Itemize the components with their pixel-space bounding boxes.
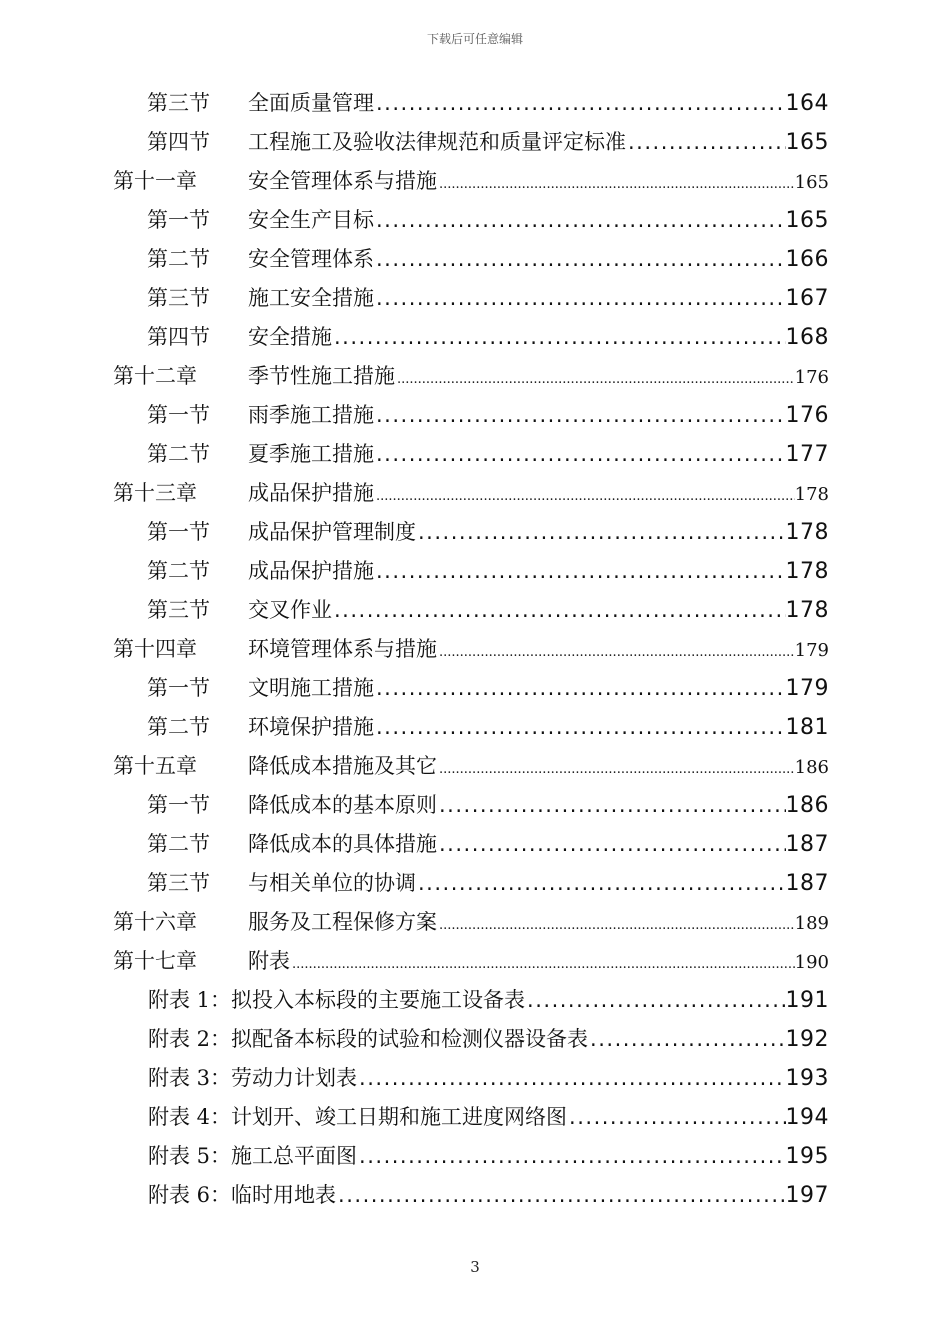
- dot-leader: [439, 918, 795, 933]
- dot-leader: [376, 403, 786, 427]
- dot-leader: [376, 676, 786, 700]
- toc-entry[interactable]: [0, 81, 950, 120]
- toc-page-number: 178: [785, 520, 829, 545]
- toc-page-number: 191: [785, 988, 829, 1013]
- toc-leader-line: [248, 594, 829, 624]
- dot-leader: [527, 988, 785, 1012]
- chapter-number: 第十四章: [113, 637, 197, 661]
- toc-leader-line: [248, 87, 829, 117]
- toc-entry-title: 交叉作业: [248, 598, 332, 622]
- toc-entry-title: 成品保护管理制度: [248, 520, 416, 544]
- dot-leader: [439, 177, 795, 192]
- toc-page-number: 179: [785, 676, 829, 701]
- toc-leader-line: [148, 1023, 829, 1053]
- toc-leader-line: [248, 906, 829, 936]
- toc-page-number: 187: [785, 871, 829, 896]
- toc-entry[interactable]: [0, 471, 950, 510]
- toc-entry-title: 附表 1：拟投入本标段的主要施工设备表: [148, 988, 526, 1012]
- dot-leader: [359, 1144, 785, 1168]
- toc-leader-line: [248, 672, 829, 702]
- toc-entry-title: 季节性施工措施: [248, 364, 395, 388]
- dot-leader: [376, 286, 786, 310]
- toc-page-number: 187: [785, 832, 829, 857]
- dot-leader: [376, 247, 786, 271]
- toc-entry[interactable]: [0, 1173, 950, 1212]
- dot-leader: [439, 762, 795, 777]
- toc-leader-line: [248, 477, 829, 507]
- toc-page-number: 189: [794, 913, 829, 934]
- dot-leader: [376, 208, 786, 232]
- toc-leader-line: [248, 945, 829, 975]
- toc-leader-line: [248, 165, 829, 195]
- toc-entry[interactable]: [0, 744, 950, 783]
- toc-entry[interactable]: [0, 588, 950, 627]
- toc-leader-line: [248, 555, 829, 585]
- toc-entry[interactable]: [0, 198, 950, 237]
- toc-leader-line: [248, 633, 829, 663]
- chapter-number: 第十三章: [113, 481, 197, 505]
- toc-leader-line: [148, 1062, 829, 1092]
- toc-entry[interactable]: [0, 120, 950, 159]
- dot-leader: [590, 1027, 785, 1051]
- dot-leader: [569, 1105, 785, 1129]
- chapter-number: 第十六章: [113, 910, 197, 934]
- section-number: 第一节: [147, 403, 210, 427]
- toc-page-number: 190: [794, 952, 829, 973]
- dot-leader: [376, 91, 786, 115]
- toc-entry[interactable]: [0, 1056, 950, 1095]
- chapter-number: 第十一章: [113, 169, 197, 193]
- chapter-number: 第十二章: [113, 364, 197, 388]
- toc-entry-title: 工程施工及验收法律规范和质量评定标准: [248, 130, 626, 154]
- dot-leader: [292, 957, 795, 972]
- toc-entry-title: 服务及工程保修方案: [248, 910, 437, 934]
- toc-entry-title: 附表: [248, 949, 290, 973]
- toc-leader-line: [248, 282, 829, 312]
- toc-entry[interactable]: [0, 393, 950, 432]
- toc-page-number: 178: [794, 484, 829, 505]
- table-of-contents: [0, 81, 950, 1212]
- toc-entry-title: 降低成本的具体措施: [248, 832, 437, 856]
- toc-leader-line: [248, 516, 829, 546]
- dot-leader: [376, 489, 795, 504]
- section-number: 第三节: [147, 598, 210, 622]
- toc-page-number: 195: [785, 1144, 829, 1169]
- dot-leader: [439, 645, 795, 660]
- toc-page-number: 186: [785, 793, 829, 818]
- toc-leader-line: [248, 750, 829, 780]
- toc-entry-title: 附表 4：计划开、竣工日期和施工进度网络图: [148, 1105, 568, 1129]
- toc-entry-title: 施工安全措施: [248, 286, 374, 310]
- toc-page-number: 178: [785, 598, 829, 623]
- toc-entry-title: 环境管理体系与措施: [248, 637, 437, 661]
- section-number: 第四节: [147, 325, 210, 349]
- toc-entry-title: 附表 3：劳动力计划表: [148, 1066, 358, 1090]
- toc-entry-title: 安全措施: [248, 325, 332, 349]
- toc-entry[interactable]: [0, 159, 950, 198]
- dot-leader: [359, 1066, 785, 1090]
- toc-page-number: 165: [785, 208, 829, 233]
- section-number: 第三节: [147, 871, 210, 895]
- toc-entry-title: 附表 2：拟配备本标段的试验和检测仪器设备表: [148, 1027, 589, 1051]
- toc-entry-title: 文明施工措施: [248, 676, 374, 700]
- toc-leader-line: [148, 984, 829, 1014]
- toc-leader-line: [248, 321, 829, 351]
- toc-leader-line: [148, 1140, 829, 1170]
- toc-entry-title: 成品保护措施: [248, 481, 374, 505]
- page-header: 下载后可任意编辑: [426, 32, 523, 46]
- section-number: 第二节: [147, 247, 210, 271]
- toc-leader-line: [248, 438, 829, 468]
- section-number: 第一节: [147, 208, 210, 232]
- toc-page-number: 186: [794, 757, 829, 778]
- toc-page-number: 165: [785, 130, 829, 155]
- toc-entry-title: 安全管理体系与措施: [248, 169, 437, 193]
- toc-page-number: 167: [785, 286, 829, 311]
- dot-leader: [418, 520, 786, 544]
- toc-entry[interactable]: [0, 705, 950, 744]
- toc-leader-line: [148, 1179, 829, 1209]
- toc-page-number: 179: [794, 640, 829, 661]
- toc-entry[interactable]: [0, 1095, 950, 1134]
- toc-page-number: 166: [785, 247, 829, 272]
- dot-leader: [439, 832, 786, 856]
- toc-entry[interactable]: [0, 861, 950, 900]
- section-number: 第一节: [147, 520, 210, 544]
- toc-entry-title: 附表 5：施工总平面图: [148, 1144, 358, 1168]
- dot-leader: [376, 442, 786, 466]
- dot-leader: [334, 598, 786, 622]
- toc-entry-title: 夏季施工措施: [248, 442, 374, 466]
- toc-leader-line: [248, 126, 829, 156]
- section-number: 第一节: [147, 676, 210, 700]
- toc-entry[interactable]: [0, 510, 950, 549]
- toc-leader-line: [248, 828, 829, 858]
- section-number: 第三节: [147, 91, 210, 115]
- toc-entry-title: 全面质量管理: [248, 91, 374, 115]
- dot-leader: [439, 793, 786, 817]
- dot-leader: [376, 559, 786, 583]
- chapter-number: 第十五章: [113, 754, 197, 778]
- toc-entry[interactable]: [0, 939, 950, 978]
- toc-entry[interactable]: [0, 666, 950, 705]
- toc-entry[interactable]: [0, 354, 950, 393]
- toc-page-number: 194: [785, 1105, 829, 1130]
- section-number: 第二节: [147, 715, 210, 739]
- toc-entry[interactable]: [0, 315, 950, 354]
- toc-entry[interactable]: [0, 1017, 950, 1056]
- toc-entry[interactable]: [0, 627, 950, 666]
- dot-leader: [334, 325, 786, 349]
- chapter-number: 第十七章: [113, 949, 197, 973]
- section-number: 第二节: [147, 559, 210, 583]
- toc-entry[interactable]: [0, 783, 950, 822]
- toc-entry-title: 附表 6：临时用地表: [148, 1183, 337, 1207]
- toc-page-number: 176: [794, 367, 829, 388]
- toc-leader-line: [248, 243, 829, 273]
- toc-entry[interactable]: [0, 237, 950, 276]
- toc-entry-title: 安全管理体系: [248, 247, 374, 271]
- toc-entry[interactable]: [0, 900, 950, 939]
- toc-entry-title: 成品保护措施: [248, 559, 374, 583]
- toc-page-number: 177: [785, 442, 829, 467]
- toc-page-number: 178: [785, 559, 829, 584]
- toc-leader-line: [248, 711, 829, 741]
- toc-entry-title: 雨季施工措施: [248, 403, 374, 427]
- toc-entry-title: 环境保护措施: [248, 715, 374, 739]
- dot-leader: [338, 1183, 785, 1207]
- toc-leader-line: [148, 1101, 829, 1131]
- toc-page-number: 181: [785, 715, 829, 740]
- toc-entry-title: 安全生产目标: [248, 208, 374, 232]
- toc-page-number: 192: [785, 1027, 829, 1052]
- toc-entry[interactable]: [0, 276, 950, 315]
- dot-leader: [376, 715, 786, 739]
- page-number: 3: [470, 1258, 480, 1276]
- toc-page-number: 197: [785, 1183, 829, 1208]
- toc-entry-title: 降低成本的基本原则: [248, 793, 437, 817]
- section-number: 第二节: [147, 832, 210, 856]
- toc-entry[interactable]: [0, 978, 950, 1017]
- section-number: 第三节: [147, 286, 210, 310]
- section-number: 第四节: [147, 130, 210, 154]
- toc-entry[interactable]: [0, 822, 950, 861]
- section-number: 第一节: [147, 793, 210, 817]
- toc-page-number: 176: [785, 403, 829, 428]
- toc-page-number: 165: [794, 172, 829, 193]
- toc-leader-line: [248, 399, 829, 429]
- toc-page-number: 168: [785, 325, 829, 350]
- toc-page-number: 193: [785, 1066, 829, 1091]
- toc-leader-line: [248, 867, 829, 897]
- dot-leader: [418, 871, 786, 895]
- toc-leader-line: [248, 360, 829, 390]
- dot-leader: [628, 130, 786, 154]
- toc-entry[interactable]: [0, 549, 950, 588]
- toc-leader-line: [248, 789, 829, 819]
- toc-entry-title: 降低成本措施及其它: [248, 754, 437, 778]
- toc-page-number: 164: [785, 91, 829, 116]
- toc-entry-title: 与相关单位的协调: [248, 871, 416, 895]
- toc-entry[interactable]: [0, 432, 950, 471]
- toc-leader-line: [248, 204, 829, 234]
- section-number: 第二节: [147, 442, 210, 466]
- toc-entry[interactable]: [0, 1134, 950, 1173]
- dot-leader: [397, 372, 795, 387]
